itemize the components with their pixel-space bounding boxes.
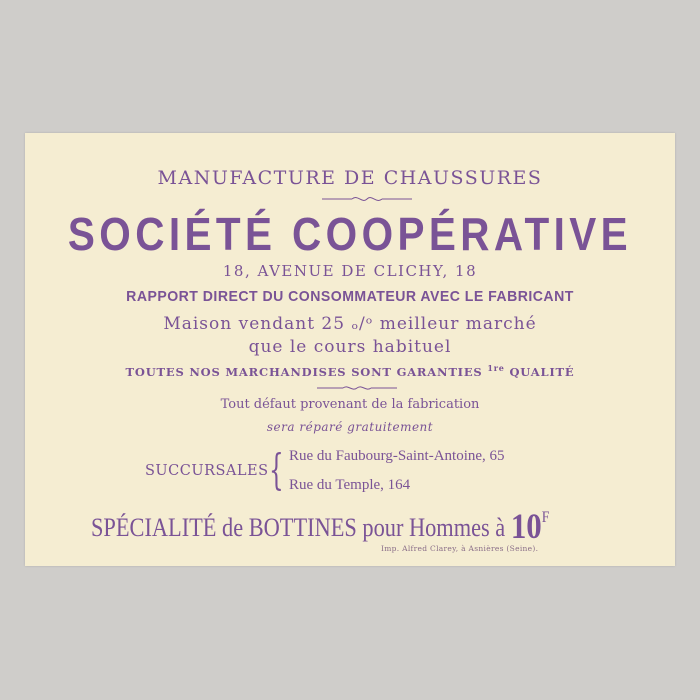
brace-glyph: { — [269, 445, 284, 494]
specialty-text: SPÉCIALITÉ de BOTTINES pour Hommes à — [91, 513, 506, 542]
branches-label: SUCCURSALES — [145, 463, 269, 479]
guarantee-line — [25, 363, 675, 379]
guarantee-text: TOUTES NOS MARCHANDISES SONT GARANTIES — [125, 364, 483, 379]
guarantee-tail: QUALITÉ — [509, 364, 575, 379]
address: 18, AVENUE DE CLICHY, 18 — [222, 262, 478, 280]
price: 10 — [510, 506, 542, 546]
company-title: SOCIÉTÉ COOPÉRATIVE — [67, 208, 633, 260]
ornament-divider — [322, 193, 412, 205]
ornament-divider-small — [317, 383, 397, 393]
defect-line-2: sera réparé gratuitement — [266, 420, 434, 434]
branch-address-1: Rue du Faubourg-Saint-Antoine, 65 — [289, 448, 505, 464]
price-unit: F — [541, 509, 550, 526]
offer-line-2: que le cours habituel — [248, 337, 452, 357]
specialty-line — [91, 505, 549, 547]
trade-card — [25, 133, 675, 566]
card-header: MANUFACTURE DE CHAUSSURES — [157, 167, 543, 189]
guarantee-ordinal: 1re — [487, 363, 505, 373]
branch-address-2: Rue du Temple, 164 — [289, 477, 411, 493]
offer-line-1: Maison vendant 25 ₒ/ᵒ meilleur marché — [163, 314, 537, 334]
defect-line-1: Tout défaut provenant de la fabrication — [220, 397, 480, 412]
tagline: RAPPORT DIRECT DU CONSOMMATEUR AVEC LE FABRICANT — [126, 288, 574, 305]
printer-credit: Imp. Alfred Clarey, à Asnières (Seine). — [381, 544, 539, 553]
